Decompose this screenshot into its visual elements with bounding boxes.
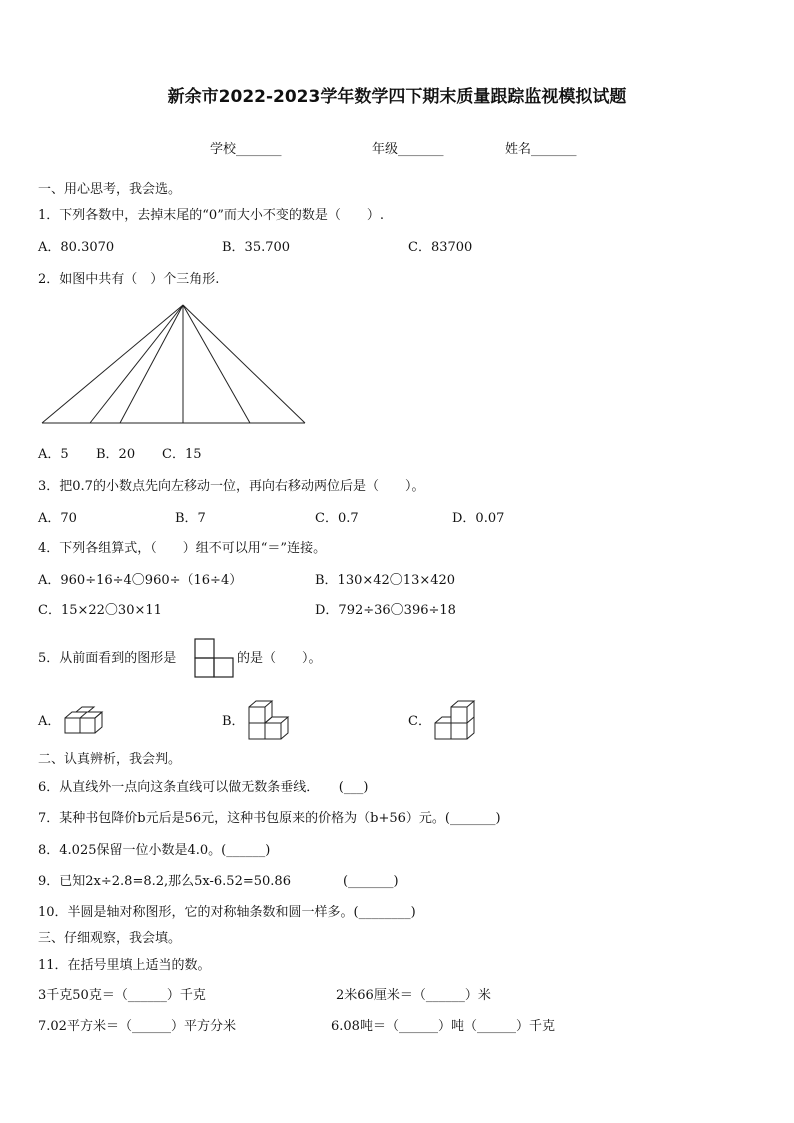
q2-option-a: A．5 xyxy=(38,447,69,462)
q11-item-a: 3千克50克＝（______）千克 xyxy=(38,988,206,1003)
q3-option-a: A．70 xyxy=(38,511,77,526)
q5-front-view-figure xyxy=(194,638,234,678)
q5-option-a-figure xyxy=(64,706,110,738)
q5-option-a: A． xyxy=(38,714,61,729)
q5-option-c-figure xyxy=(434,699,480,745)
q3-option-c: C．0.7 xyxy=(315,511,359,526)
q11-stem: 11．在括号里填上适当的数。 xyxy=(38,958,211,973)
q1-option-b: B．35.700 xyxy=(222,240,291,255)
q11-item-d: 6.08吨＝（______）吨（______）千克 xyxy=(331,1019,555,1034)
name-field: 姓名_______ xyxy=(505,142,577,157)
figure-line xyxy=(42,305,183,423)
q4-option-b: B．130×42〇13×420 xyxy=(315,573,456,588)
q2-option-c: C．15 xyxy=(162,447,202,462)
figure-line xyxy=(183,305,250,423)
q6-statement: 6．从直线外一点向这条直线可以做无数条垂线． (___) xyxy=(38,780,369,795)
q11-item-b: 2米66厘米＝（______）米 xyxy=(336,988,491,1003)
figure-line xyxy=(90,305,183,423)
section-2-heading: 二、认真辨析，我会判。 xyxy=(38,752,182,767)
q3-stem: 3．把0.7的小数点先向左移动一位，再向右移动两位后是（ ）。 xyxy=(38,479,425,494)
q5-option-b-figure xyxy=(248,699,294,745)
q5-stem-prefix: 5．从前面看到的图形是 xyxy=(38,651,177,666)
q2-stem: 2．如图中共有（ ）个三角形. xyxy=(38,272,220,287)
q1-option-c: C．83700 xyxy=(408,240,473,255)
q3-option-d: D．0.07 xyxy=(452,511,505,526)
q5-option-b: B． xyxy=(222,714,245,729)
figure-line xyxy=(120,305,183,423)
q11-item-c: 7.02平方米＝（______）平方分米 xyxy=(38,1019,236,1034)
page-title: 新余市2022-2023学年数学四下期末质量跟踪监视模拟试题 xyxy=(167,87,627,107)
q1-option-a: A．80.3070 xyxy=(38,240,115,255)
q7-statement: 7．某种书包降价b元后是56元，这种书包原来的价格为（b+56）元。(_______) xyxy=(38,811,501,826)
q5-option-c: C． xyxy=(408,714,431,729)
q4-option-a: A．960÷16÷4〇960÷（16÷4） xyxy=(38,573,243,588)
section-3-heading: 三、仔细观察，我会填。 xyxy=(38,931,182,946)
q10-statement: 10．半圆是轴对称图形，它的对称轴条数和圆一样多。(________) xyxy=(38,905,416,920)
q2-triangle-figure xyxy=(40,305,310,427)
q4-option-d: D．792÷36〇396÷18 xyxy=(315,603,456,618)
q8-statement: 8．4.025保留一位小数是4.0。(______) xyxy=(38,843,271,858)
q1-stem: 1．下列各数中，去掉末尾的“0”而大小不变的数是（ ）. xyxy=(38,208,384,223)
q4-option-c: C．15×22〇30×11 xyxy=(38,603,162,618)
q5-stem-suffix: 的是（ ）。 xyxy=(237,651,322,666)
school-field: 学校_______ xyxy=(210,142,282,157)
q9-statement: 9．已知2x÷2.8=8.2,那么5x-6.52=50.86 (_______) xyxy=(38,874,399,889)
figure-line xyxy=(183,305,305,423)
q2-option-b: B．20 xyxy=(96,447,136,462)
q3-option-b: B．7 xyxy=(175,511,206,526)
section-1-heading: 一、用心思考，我会选。 xyxy=(38,182,182,197)
q4-stem: 4．下列各组算式，（ ）组不可以用“＝”连接。 xyxy=(38,541,327,556)
grade-field: 年级_______ xyxy=(372,142,444,157)
